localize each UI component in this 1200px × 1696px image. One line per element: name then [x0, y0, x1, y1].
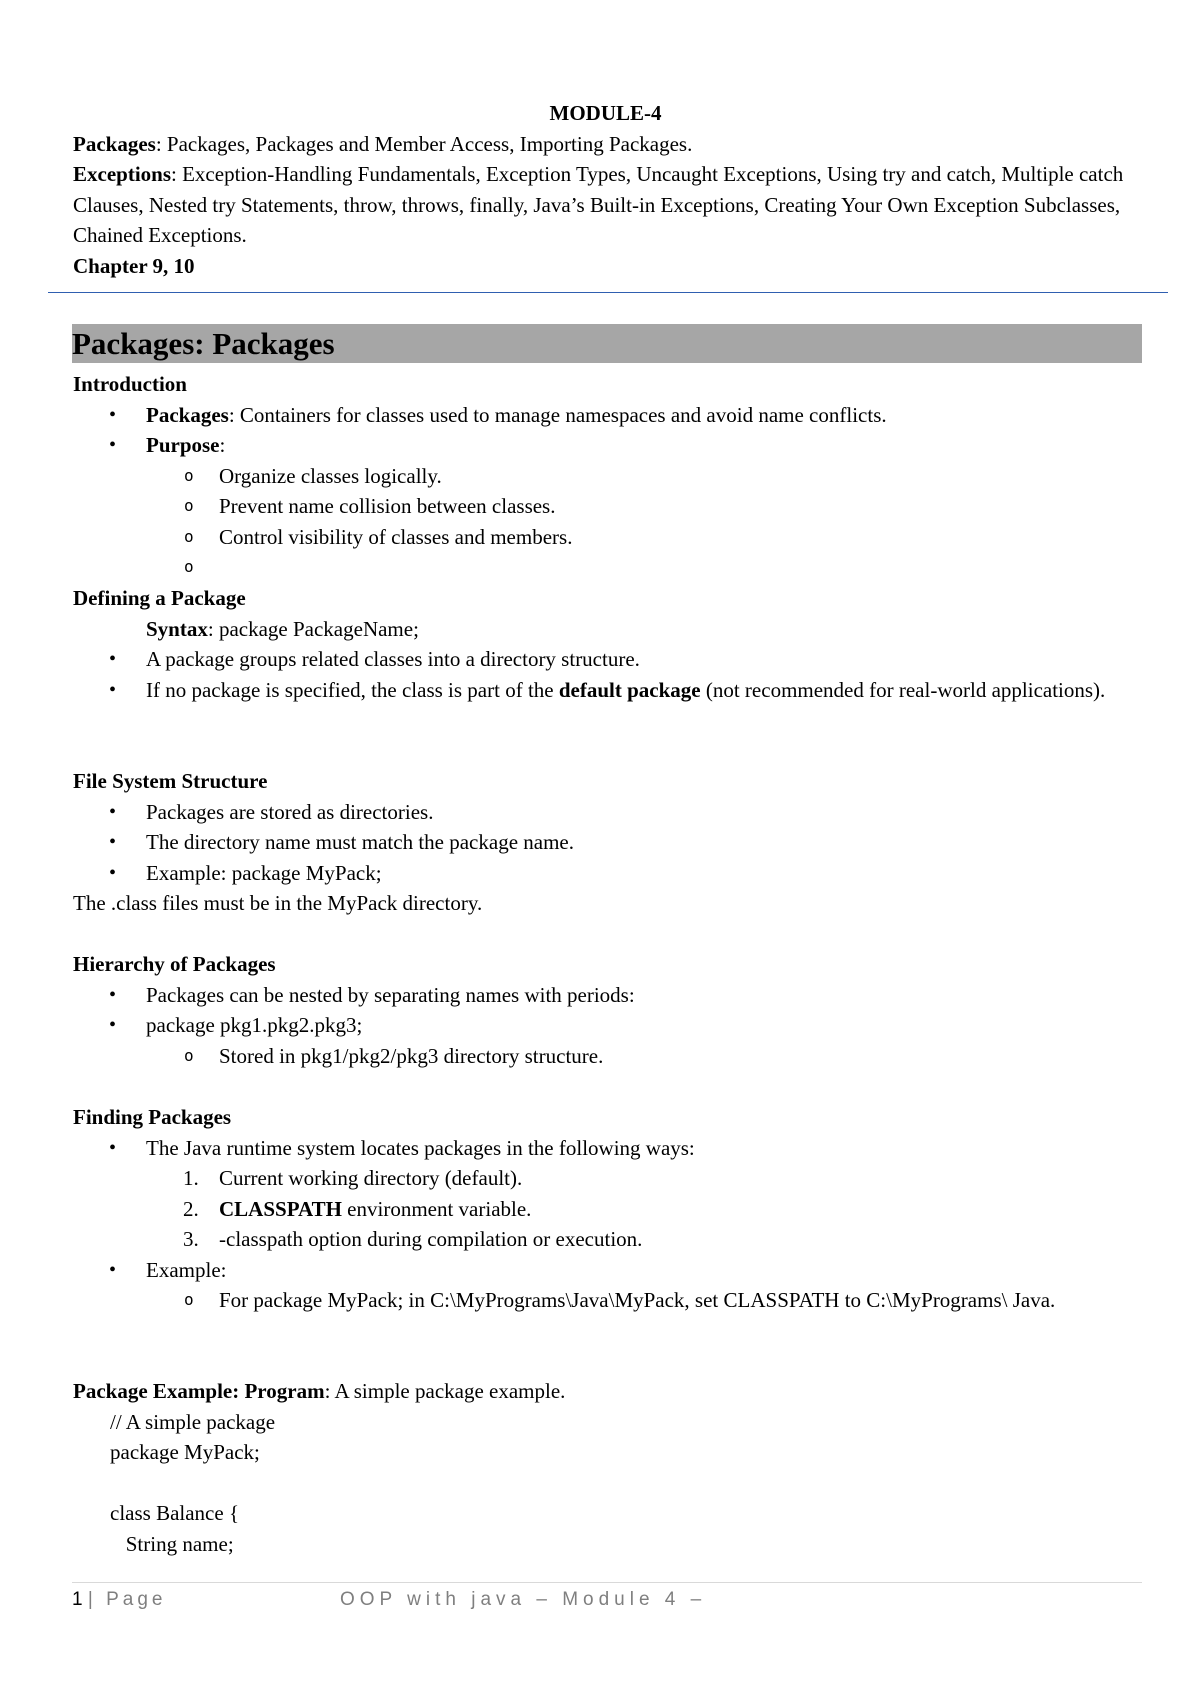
list-item: • Example: — [73, 1255, 1143, 1286]
numbered-item-text: Current working directory (default). — [219, 1166, 523, 1190]
list-item — [73, 675, 1143, 706]
exceptions-summary-text: : Exception-Handling Fundamentals, Exception Types, Uncaught Exceptions, Using try and catch, Multiple catch Clauses, Nested try Statements, throw, throws, finally, Java’s Built-in Exceptions, Creating Your Own Exception Subclasses, Chained Exceptions. — [73, 162, 1124, 247]
code-block — [73, 1407, 1143, 1560]
page-label: | Page — [87, 1589, 167, 1610]
defining-section — [73, 583, 1143, 705]
module-header — [73, 98, 1138, 281]
numbered-item — [73, 1224, 1143, 1255]
finding-section — [73, 1102, 1143, 1316]
example-heading — [73, 1376, 1143, 1407]
list-item: • package pkg1.pkg2.pkg3; — [73, 1010, 1143, 1041]
list-item: • The Java runtime system locates packages in the following ways: — [73, 1133, 1143, 1164]
item-number: 2. — [183, 1196, 199, 1221]
code-line: package MyPack; — [110, 1440, 260, 1464]
filesystem-heading: File System Structure — [73, 769, 268, 793]
example-heading-label: Package Example: Program — [73, 1379, 325, 1403]
list-item: • Packages can be nested by separating names with periods: — [73, 980, 1143, 1011]
numbered-item-text: -classpath option during compilation or execution. — [219, 1227, 643, 1251]
exceptions-label: Exceptions — [73, 162, 172, 186]
sub-list-item: o Stored in pkg1/pkg2/pkg3 directory structure. — [73, 1041, 1143, 1072]
example-section — [73, 1376, 1143, 1559]
sub-list-item-empty — [73, 552, 1143, 583]
code-line — [110, 1468, 1143, 1499]
default-package-text-post: (not recommended for real-world applications). — [700, 677, 1106, 702]
sub-list-item: o Organize classes logically. — [73, 461, 1143, 492]
code-line: class Balance { — [110, 1501, 240, 1525]
default-package-text-pre: If no package is specified, the class is part of the — [146, 677, 559, 702]
list-item: • Packages are stored as directories. — [73, 797, 1143, 828]
defining-heading: Defining a Package — [73, 586, 246, 610]
packages-definition: : Containers for classes used to manage namespaces and avoid name conflicts. — [228, 402, 887, 427]
sub-list-item: o For package MyPack; in C:\MyPrograms\Java\MyPack, set CLASSPATH to C:\MyPrograms\ Java. — [73, 1285, 1143, 1316]
item-number: 3. — [183, 1227, 199, 1251]
footer-doc-title: OOP with java – Module 4 – — [340, 1589, 707, 1610]
filesystem-section — [73, 766, 1143, 919]
chapter-reference: Chapter 9, 10 — [73, 253, 195, 278]
packages-summary-text: : Packages, Packages and Member Access, Importing Packages. — [155, 131, 693, 156]
finding-heading: Finding Packages — [73, 1105, 232, 1129]
syntax-text: : package PackageName; — [207, 616, 419, 641]
hierarchy-section — [73, 949, 1143, 1071]
packages-summary — [73, 129, 1138, 160]
exceptions-summary — [73, 159, 1138, 251]
numbered-item-text: environment variable. — [341, 1196, 532, 1221]
classpath-term: CLASSPATH — [219, 1196, 342, 1221]
code-line: // A simple package — [110, 1409, 276, 1434]
default-package-term: default package — [558, 677, 701, 702]
purpose-colon: : — [219, 433, 226, 457]
list-item — [73, 430, 1143, 461]
syntax-line — [73, 614, 1143, 645]
numbered-item — [73, 1163, 1143, 1194]
footer-divider — [72, 1582, 1142, 1583]
list-item: • The directory name must match the package name. — [73, 827, 1143, 858]
introduction-heading: Introduction — [73, 372, 187, 396]
item-number: 1. — [183, 1166, 199, 1190]
section-banner — [72, 324, 1142, 363]
list-item: • A package groups related classes into a directory structure. — [73, 644, 1143, 675]
sub-list-item: o Control visibility of classes and members. — [73, 522, 1143, 553]
numbered-item — [73, 1194, 1143, 1225]
header-divider — [48, 292, 1168, 293]
hierarchy-heading: Hierarchy of Packages — [73, 952, 276, 976]
section-banner-title: Packages: Packages — [72, 326, 335, 361]
syntax-label: Syntax — [146, 616, 208, 641]
purpose-term: Purpose — [146, 433, 220, 457]
page-footer — [72, 1589, 707, 1611]
sub-list-item: o Prevent name collision between classes. — [73, 491, 1143, 522]
page-number: 1 — [72, 1589, 83, 1610]
list-item: • Example: package MyPack; — [73, 858, 1143, 889]
filesystem-note: The .class files must be in the MyPack directory. — [73, 891, 483, 915]
module-title: MODULE-4 — [549, 101, 662, 125]
list-item — [73, 400, 1143, 431]
code-line: String name; — [110, 1531, 234, 1556]
introduction-section — [73, 369, 1143, 583]
packages-label: Packages — [73, 131, 156, 156]
example-heading-text: : A simple package example. — [324, 1379, 566, 1403]
packages-term: Packages — [146, 402, 229, 427]
